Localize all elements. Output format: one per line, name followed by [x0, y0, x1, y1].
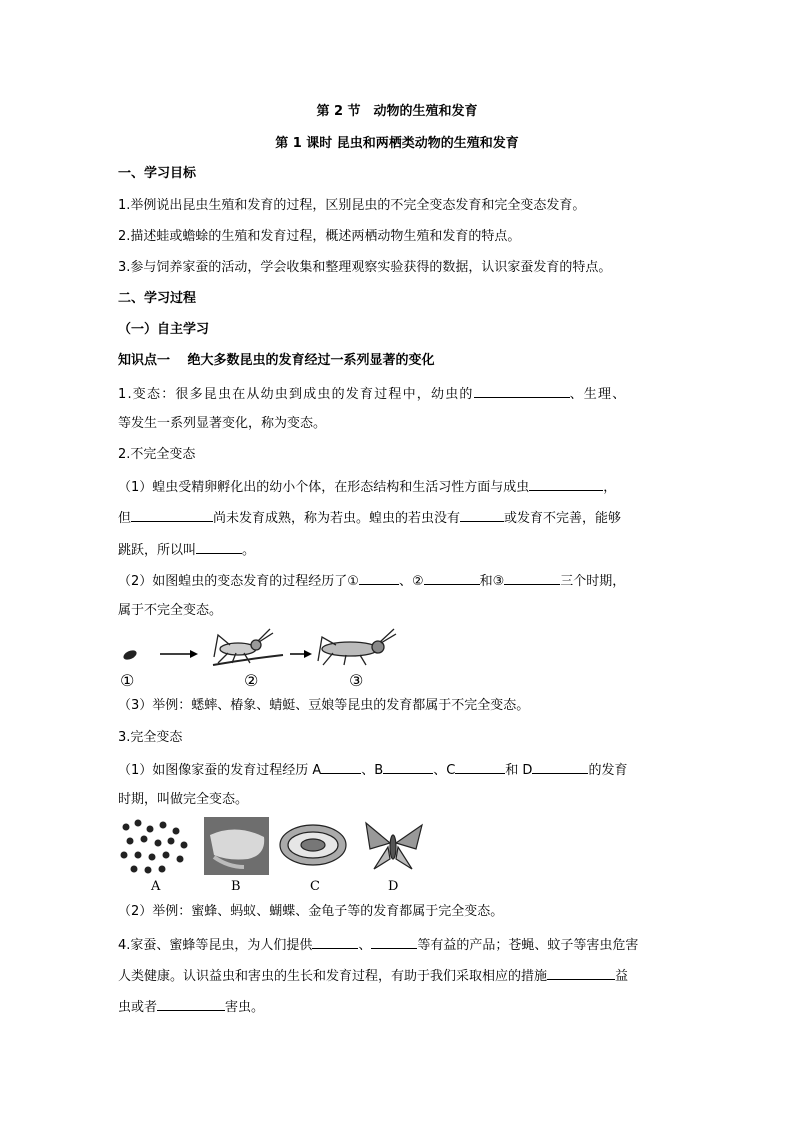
arrow-icon	[160, 650, 198, 658]
text: 和③	[479, 574, 505, 589]
answer-blank[interactable]	[157, 997, 225, 1011]
text: 等有益的产品；苍蝇、蚊子等害虫危害	[417, 938, 639, 953]
figure-label: A	[151, 879, 161, 894]
goal-item: 1.举例说出昆虫生殖和发育的过程，区别昆虫的不完全变态发育和完全变态发育。	[118, 198, 586, 213]
figure-label: ①	[120, 671, 135, 690]
answer-blank[interactable]	[371, 935, 417, 949]
answer-blank[interactable]	[460, 508, 504, 522]
answer-blank[interactable]	[474, 384, 570, 398]
page-subtitle: 第 1 课时 昆虫和两栖类动物的生殖和发育	[275, 136, 519, 151]
question-line	[118, 540, 255, 560]
question-line	[118, 508, 621, 528]
question-line	[118, 760, 627, 780]
eggs-icon	[121, 820, 188, 874]
silkworm-development-figure	[118, 815, 438, 877]
question-line: 属于不完全变态。	[118, 603, 223, 618]
text: 、C	[433, 763, 456, 778]
moth-icon	[366, 823, 422, 869]
text: 、生理、	[569, 387, 627, 402]
question-line: （3）举例：蟋蟀、椿象、蜻蜓、豆娘等昆虫的发育都属于不完全变态。	[118, 698, 530, 713]
text: （1）如图像家蚕的发育过程经历 A	[118, 763, 322, 778]
text: 人类健康。认识益虫和害虫的生长和发育过程，有助于我们采取相应的措施	[118, 969, 548, 984]
goal-item: 2.描述蛙或蟾蜍的生殖和发育过程，概述两栖动物生殖和发育的特点。	[118, 229, 521, 244]
text: 害虫。	[225, 1000, 265, 1015]
section-heading-goals: 一、学习目标	[118, 166, 197, 181]
text: 、	[358, 938, 372, 953]
question-line	[118, 384, 626, 404]
larva-photo-icon	[204, 817, 269, 875]
text: 三个时期，	[560, 574, 626, 589]
answer-blank[interactable]	[547, 966, 615, 980]
adult-grasshopper-icon	[318, 629, 396, 665]
text: 、B	[361, 763, 384, 778]
text: 和 D	[505, 763, 533, 778]
text: 。	[242, 543, 256, 558]
goal-item: 3.参与饲养家蚕的活动，学会收集和整理观察实验获得的数据，认识家蚕发育的特点。	[118, 260, 612, 275]
figure-label: ②	[244, 671, 259, 690]
answer-blank[interactable]	[196, 540, 242, 554]
figure-label: C	[310, 879, 320, 894]
question-line	[118, 571, 625, 591]
question-line	[118, 966, 628, 986]
section-heading-process: 二、学习过程	[118, 291, 197, 306]
answer-blank[interactable]	[312, 935, 358, 949]
grasshopper-development-figure	[118, 625, 398, 675]
question-line: 等发生一系列显著变化，称为变态。	[118, 416, 327, 431]
question-heading: 3.完全变态	[118, 730, 183, 745]
question-heading: 2.不完全变态	[118, 447, 196, 462]
page-title: 第 2 节 动物的生殖和发育	[316, 104, 478, 119]
answer-blank[interactable]	[532, 760, 588, 774]
answer-blank[interactable]	[455, 760, 505, 774]
text: 的发育	[588, 763, 628, 778]
text: 但	[118, 511, 132, 526]
answer-blank[interactable]	[504, 571, 560, 585]
answer-blank[interactable]	[424, 571, 480, 585]
text: （2）如图蝗虫的变态发育的过程经历了①	[118, 574, 359, 589]
question-line	[118, 477, 616, 497]
question-line: 时期，叫做完全变态。	[118, 792, 249, 807]
answer-blank[interactable]	[383, 760, 433, 774]
answer-blank[interactable]	[529, 477, 603, 491]
nymph-icon	[213, 629, 283, 665]
text: （1）蝗虫受精卵孵化出的幼小个体，在形态结构和生活习性方面与成虫	[118, 480, 530, 495]
text: 1.变态：很多昆虫在从幼虫到成虫的发育过程中，幼虫的	[118, 387, 474, 402]
question-line	[118, 935, 638, 955]
text: 4.家蚕、蜜蜂等昆虫，为人们提供	[118, 938, 313, 953]
subsection-heading: （一）自主学习	[118, 322, 210, 337]
egg-icon	[122, 648, 138, 661]
cocoon-icon	[280, 825, 346, 865]
text: 或发育不完善，能够	[504, 511, 622, 526]
knowledge-point-heading: 知识点一 绝大多数昆虫的发育经过一系列显著的变化	[118, 353, 435, 368]
figure-label: D	[388, 879, 399, 894]
text: 虫或者	[118, 1000, 158, 1015]
text: 跳跃，所以叫	[118, 543, 197, 558]
text: 尚未发育成熟，称为若虫。蝗虫的若虫没有	[213, 511, 461, 526]
answer-blank[interactable]	[359, 571, 399, 585]
question-line	[118, 997, 264, 1017]
figure-label: B	[231, 879, 241, 894]
answer-blank[interactable]	[321, 760, 361, 774]
figure-label: ③	[349, 671, 364, 690]
question-line: （2）举例：蜜蜂、蚂蚁、蝴蝶、金龟子等的发育都属于完全变态。	[118, 904, 504, 919]
text: 益	[615, 969, 629, 984]
answer-blank[interactable]	[131, 508, 213, 522]
text: 、②	[398, 574, 424, 589]
text: ，	[603, 480, 617, 495]
arrow-icon	[290, 650, 312, 658]
